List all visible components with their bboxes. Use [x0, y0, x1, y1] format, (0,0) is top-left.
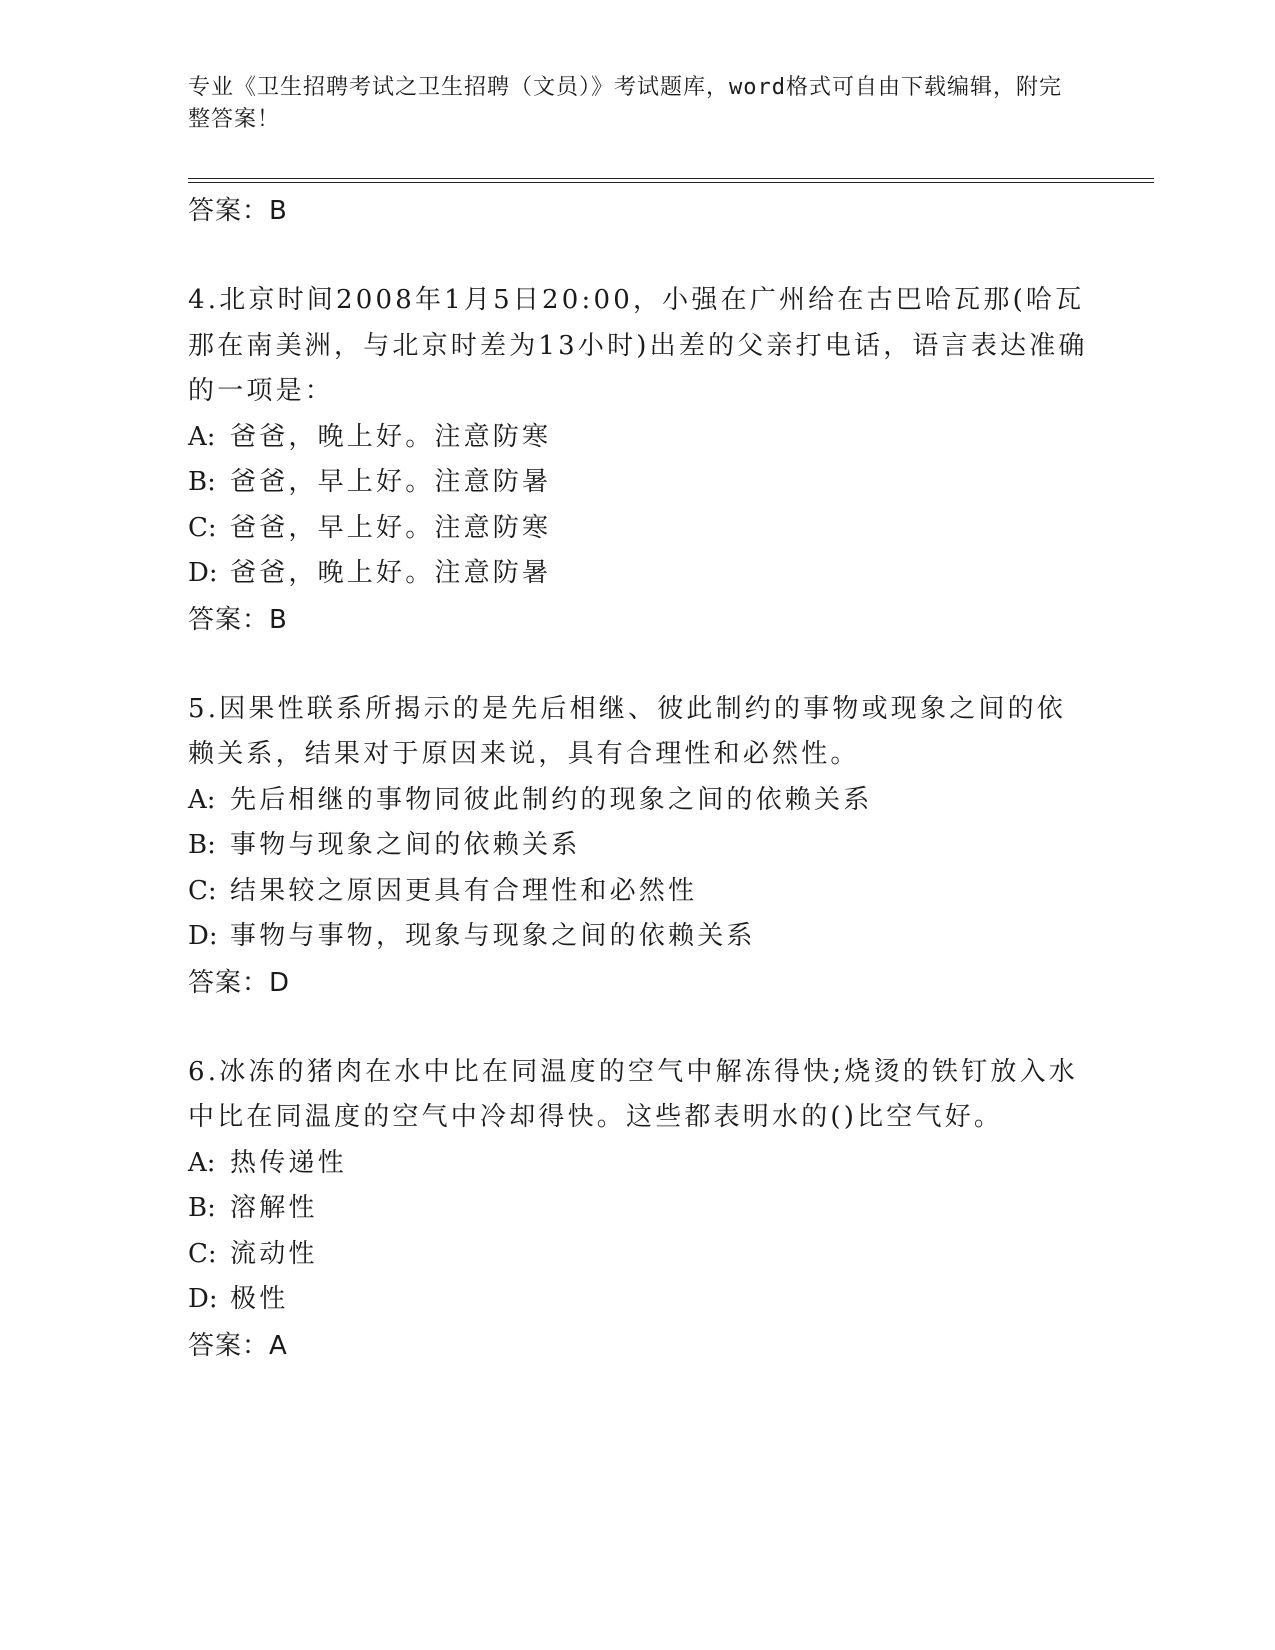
- option-text: 爸爸，早上好。注意防寒: [230, 512, 552, 543]
- option-text: 爸爸，早上好。注意防暑: [230, 467, 552, 497]
- option-text: 先后相继的事物同彼此制约的现象之间的依赖关系: [230, 784, 873, 815]
- option-text: 爸爸，晚上好。注意防暑: [230, 558, 552, 588]
- question-block-6: [188, 1050, 1088, 1369]
- answer-value: D: [269, 967, 291, 998]
- question-text: 6.冰冻的猪肉在水中比在同温度的空气中解冻得快;烧烫的铁钉放入水中比在同温度的空气中冷却得快。这些都表明水的()比空气好。: [188, 1056, 1078, 1132]
- option-letter: B:: [188, 1193, 216, 1223]
- answer-label: 答案：: [188, 196, 270, 226]
- option-letter: C:: [188, 512, 217, 543]
- option-d: [188, 914, 1088, 960]
- option-text: 热传递性: [230, 1147, 347, 1178]
- option-a: [188, 415, 1088, 461]
- answer-line: [188, 960, 1088, 1006]
- option-letter: A:: [188, 784, 216, 815]
- question-block-4: [188, 278, 1088, 643]
- option-b: [188, 1186, 1088, 1232]
- answer-value: A: [269, 1330, 288, 1361]
- answer-label: 答案：: [188, 967, 270, 998]
- option-text: 事物与事物，现象与现象之间的依赖关系: [230, 921, 756, 951]
- answer-label: 答案：: [188, 604, 270, 635]
- option-a: [188, 778, 1088, 824]
- answer-line: [188, 597, 1088, 643]
- option-letter: B:: [188, 830, 216, 860]
- answer-line: [188, 1323, 1088, 1369]
- option-c: [188, 506, 1088, 552]
- question-list: [188, 188, 1088, 1369]
- option-letter: D:: [188, 921, 218, 951]
- question-block-5: [188, 687, 1088, 1006]
- option-a: [188, 1141, 1088, 1187]
- option-letter: C:: [188, 1238, 217, 1269]
- answer-value: B: [269, 604, 288, 635]
- option-letter: D:: [188, 1284, 218, 1314]
- question-text: 5.因果性联系所揭示的是先后相继、彼此制约的事物或现象之间的依赖关系，结果对于原因来说，具有合理性和必然性。: [188, 693, 1067, 769]
- option-c: [188, 869, 1088, 915]
- option-letter: C:: [188, 875, 217, 906]
- option-text: 流动性: [230, 1238, 318, 1269]
- option-b: [188, 460, 1088, 506]
- option-b: [188, 823, 1088, 869]
- question-text: 4.北京时间2008年1月5日20:00，小强在广州给在古巴哈瓦那(哈瓦那在南美洲，与北京时差为13小时)出差的父亲打电话，语言表达准确的一项是：: [188, 285, 1088, 406]
- option-c: [188, 1232, 1088, 1278]
- option-d: [188, 1277, 1088, 1323]
- option-d: [188, 551, 1088, 597]
- answer-label: 答案：: [188, 1330, 270, 1361]
- document-header: 专业《卫生招聘考试之卫生招聘（文员）》考试题库，word格式可自由下载编辑，附完整答案！: [188, 75, 1062, 132]
- answer-line: [188, 188, 1088, 234]
- option-letter: A:: [188, 421, 216, 452]
- option-letter: B:: [188, 467, 216, 497]
- option-letter: D:: [188, 558, 218, 588]
- header-divider-top: [188, 178, 1154, 179]
- option-text: 事物与现象之间的依赖关系: [230, 830, 581, 860]
- option-text: 结果较之原因更具有合理性和必然性: [230, 875, 698, 906]
- option-text: 极性: [230, 1284, 289, 1314]
- header-divider-bottom: [188, 182, 1154, 183]
- option-text: 溶解性: [230, 1193, 318, 1223]
- option-letter: A:: [188, 1147, 216, 1178]
- option-text: 爸爸，晚上好。注意防寒: [230, 421, 552, 452]
- answer-value: B: [269, 196, 288, 226]
